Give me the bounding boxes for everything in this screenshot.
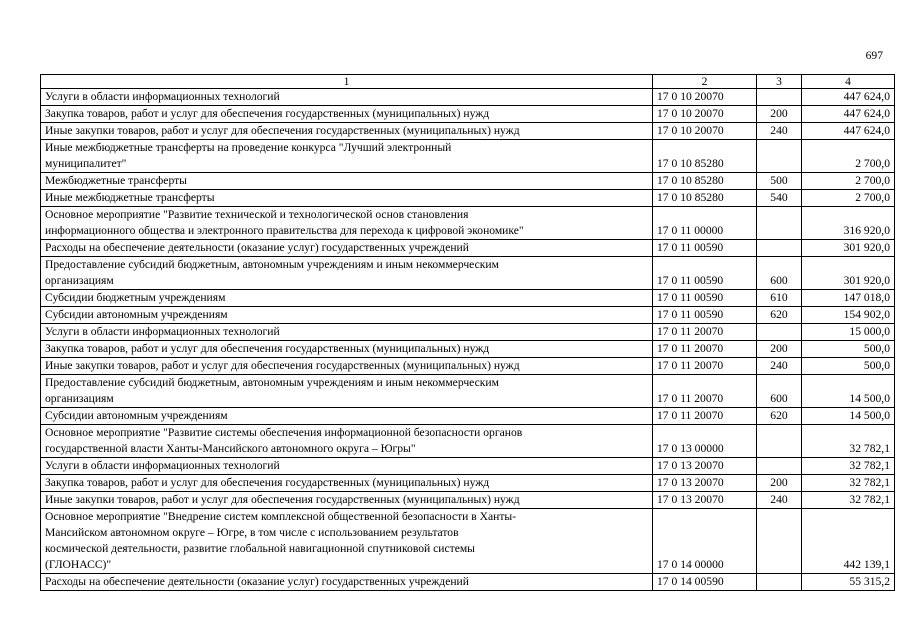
- row-name-cell: Субсидии автономным учреждениям: [41, 307, 653, 324]
- row-expense-type-cell: [757, 140, 802, 173]
- budget-table: [40, 74, 895, 591]
- table-header-row: [41, 75, 895, 89]
- row-expense-type-cell: [757, 458, 802, 475]
- row-expense-type-cell: 540: [757, 190, 802, 207]
- table-row: [41, 140, 895, 173]
- table-row: [41, 324, 895, 341]
- row-sum-cell: 2 700,0: [802, 173, 895, 190]
- row-code-cell: 17 0 11 20070: [653, 358, 757, 375]
- table-row: [41, 341, 895, 358]
- row-name-cell: Иные закупки товаров, работ и услуг для обеспечения государственных (муниципальных) нужд: [41, 358, 653, 375]
- table-row: [41, 123, 895, 140]
- row-code-cell: 17 0 13 20070: [653, 492, 757, 509]
- table-row: [41, 492, 895, 509]
- row-expense-type-cell: [757, 207, 802, 240]
- row-name-cell: Закупка товаров, работ и услуг для обеспечения государственных (муниципальных) нужд: [41, 106, 653, 123]
- row-sum-cell: 301 920,0: [802, 240, 895, 257]
- row-expense-type-cell: [757, 509, 802, 574]
- row-expense-type-cell: 240: [757, 123, 802, 140]
- table-row: [41, 408, 895, 425]
- table-row: [41, 509, 895, 574]
- row-name-cell: Закупка товаров, работ и услуг для обеспечения государственных (муниципальных) нужд: [41, 475, 653, 492]
- row-code-cell: 17 0 11 20070: [653, 341, 757, 358]
- row-expense-type-cell: 600: [757, 375, 802, 408]
- row-code-cell: 17 0 14 00000: [653, 509, 757, 574]
- table-row: [41, 207, 895, 240]
- row-sum-cell: 32 782,1: [802, 475, 895, 492]
- row-name-cell: Основное мероприятие "Внедрение систем комплексной общественной безопасности в Ханты- Мансийском автономном округе – Югре, в том числе с использованием результатов космической деятельности, развитие глобальной навигационной спутниковой системы (ГЛОНАСС)": [41, 509, 653, 574]
- table-row: [41, 358, 895, 375]
- row-expense-type-cell: 240: [757, 492, 802, 509]
- row-sum-cell: 147 018,0: [802, 290, 895, 307]
- row-name-cell: Расходы на обеспечение деятельности (оказание услуг) государственных учреждений: [41, 240, 653, 257]
- row-name-cell: Субсидии бюджетным учреждениям: [41, 290, 653, 307]
- header-cell-2: 2: [653, 75, 757, 89]
- row-code-cell: 17 0 10 85280: [653, 173, 757, 190]
- row-sum-cell: 301 920,0: [802, 257, 895, 290]
- row-sum-cell: 14 500,0: [802, 375, 895, 408]
- row-expense-type-cell: 200: [757, 106, 802, 123]
- row-sum-cell: 2 700,0: [802, 140, 895, 173]
- row-code-cell: 17 0 11 00590: [653, 307, 757, 324]
- row-expense-type-cell: 500: [757, 173, 802, 190]
- row-code-cell: 17 0 14 00590: [653, 574, 757, 591]
- row-sum-cell: 500,0: [802, 341, 895, 358]
- row-sum-cell: 447 624,0: [802, 123, 895, 140]
- row-code-cell: 17 0 11 00590: [653, 290, 757, 307]
- row-name-cell: Иные закупки товаров, работ и услуг для обеспечения государственных (муниципальных) нужд: [41, 492, 653, 509]
- row-code-cell: 17 0 11 20070: [653, 324, 757, 341]
- row-code-cell: 17 0 10 20070: [653, 89, 757, 106]
- row-code-cell: 17 0 11 00590: [653, 240, 757, 257]
- row-code-cell: 17 0 10 20070: [653, 106, 757, 123]
- table-row: [41, 106, 895, 123]
- row-code-cell: 17 0 10 85280: [653, 190, 757, 207]
- table-row: [41, 307, 895, 324]
- row-expense-type-cell: [757, 324, 802, 341]
- table-row: [41, 173, 895, 190]
- header-cell-3: 3: [757, 75, 802, 89]
- row-code-cell: 17 0 11 00590: [653, 257, 757, 290]
- row-sum-cell: 32 782,1: [802, 458, 895, 475]
- row-expense-type-cell: 240: [757, 358, 802, 375]
- table-row: [41, 240, 895, 257]
- row-name-cell: Иные межбюджетные трансферты на проведение конкурса "Лучший электронный муниципалитет": [41, 140, 653, 173]
- table-row: [41, 375, 895, 408]
- row-expense-type-cell: 620: [757, 408, 802, 425]
- row-code-cell: 17 0 10 20070: [653, 123, 757, 140]
- table-row: [41, 574, 895, 591]
- row-expense-type-cell: 200: [757, 475, 802, 492]
- row-sum-cell: 154 902,0: [802, 307, 895, 324]
- table-row: [41, 89, 895, 106]
- table-row: [41, 458, 895, 475]
- row-name-cell: Основное мероприятие "Развитие системы обеспечения информационной безопасности органов государственной власти Ханты-Мансийского автономного округа – Югры": [41, 425, 653, 458]
- row-sum-cell: 447 624,0: [802, 89, 895, 106]
- row-expense-type-cell: 600: [757, 257, 802, 290]
- table-row: [41, 257, 895, 290]
- row-name-cell: Закупка товаров, работ и услуг для обеспечения государственных (муниципальных) нужд: [41, 341, 653, 358]
- header-cell-1: 1: [41, 75, 653, 89]
- row-name-cell: Субсидии автономным учреждениям: [41, 408, 653, 425]
- row-sum-cell: 15 000,0: [802, 324, 895, 341]
- row-sum-cell: 32 782,1: [802, 492, 895, 509]
- row-sum-cell: 2 700,0: [802, 190, 895, 207]
- table-row: [41, 290, 895, 307]
- row-name-cell: Межбюджетные трансферты: [41, 173, 653, 190]
- row-expense-type-cell: [757, 425, 802, 458]
- row-name-cell: Услуги в области информационных технологий: [41, 458, 653, 475]
- row-name-cell: Расходы на обеспечение деятельности (оказание услуг) государственных учреждений: [41, 574, 653, 591]
- row-expense-type-cell: [757, 574, 802, 591]
- table-row: [41, 425, 895, 458]
- row-code-cell: 17 0 13 00000: [653, 425, 757, 458]
- table-row: [41, 475, 895, 492]
- row-expense-type-cell: [757, 89, 802, 106]
- row-name-cell: Услуги в области информационных технологий: [41, 89, 653, 106]
- row-code-cell: 17 0 11 20070: [653, 408, 757, 425]
- page-number: 697: [865, 49, 883, 62]
- row-code-cell: 17 0 10 85280: [653, 140, 757, 173]
- row-sum-cell: 316 920,0: [802, 207, 895, 240]
- row-code-cell: 17 0 11 20070: [653, 375, 757, 408]
- row-expense-type-cell: [757, 240, 802, 257]
- row-sum-cell: 32 782,1: [802, 425, 895, 458]
- row-name-cell: Иные межбюджетные трансферты: [41, 190, 653, 207]
- row-name-cell: Предоставление субсидий бюджетным, автономным учреждениям и иным некоммерческим организациям: [41, 375, 653, 408]
- row-sum-cell: 14 500,0: [802, 408, 895, 425]
- row-code-cell: 17 0 13 20070: [653, 458, 757, 475]
- header-cell-4: 4: [802, 75, 895, 89]
- row-expense-type-cell: 620: [757, 307, 802, 324]
- row-expense-type-cell: 200: [757, 341, 802, 358]
- row-name-cell: Основное мероприятие "Развитие технической и технологической основ становления информационного общества и электронного правительства для перехода к цифровой экономике": [41, 207, 653, 240]
- row-sum-cell: 55 315,2: [802, 574, 895, 591]
- row-code-cell: 17 0 13 20070: [653, 475, 757, 492]
- row-sum-cell: 447 624,0: [802, 106, 895, 123]
- row-code-cell: 17 0 11 00000: [653, 207, 757, 240]
- row-sum-cell: 442 139,1: [802, 509, 895, 574]
- row-sum-cell: 500,0: [802, 358, 895, 375]
- row-name-cell: Иные закупки товаров, работ и услуг для обеспечения государственных (муниципальных) нужд: [41, 123, 653, 140]
- row-name-cell: Предоставление субсидий бюджетным, автономным учреждениям и иным некоммерческим организациям: [41, 257, 653, 290]
- row-expense-type-cell: 610: [757, 290, 802, 307]
- row-name-cell: Услуги в области информационных технологий: [41, 324, 653, 341]
- table-row: [41, 190, 895, 207]
